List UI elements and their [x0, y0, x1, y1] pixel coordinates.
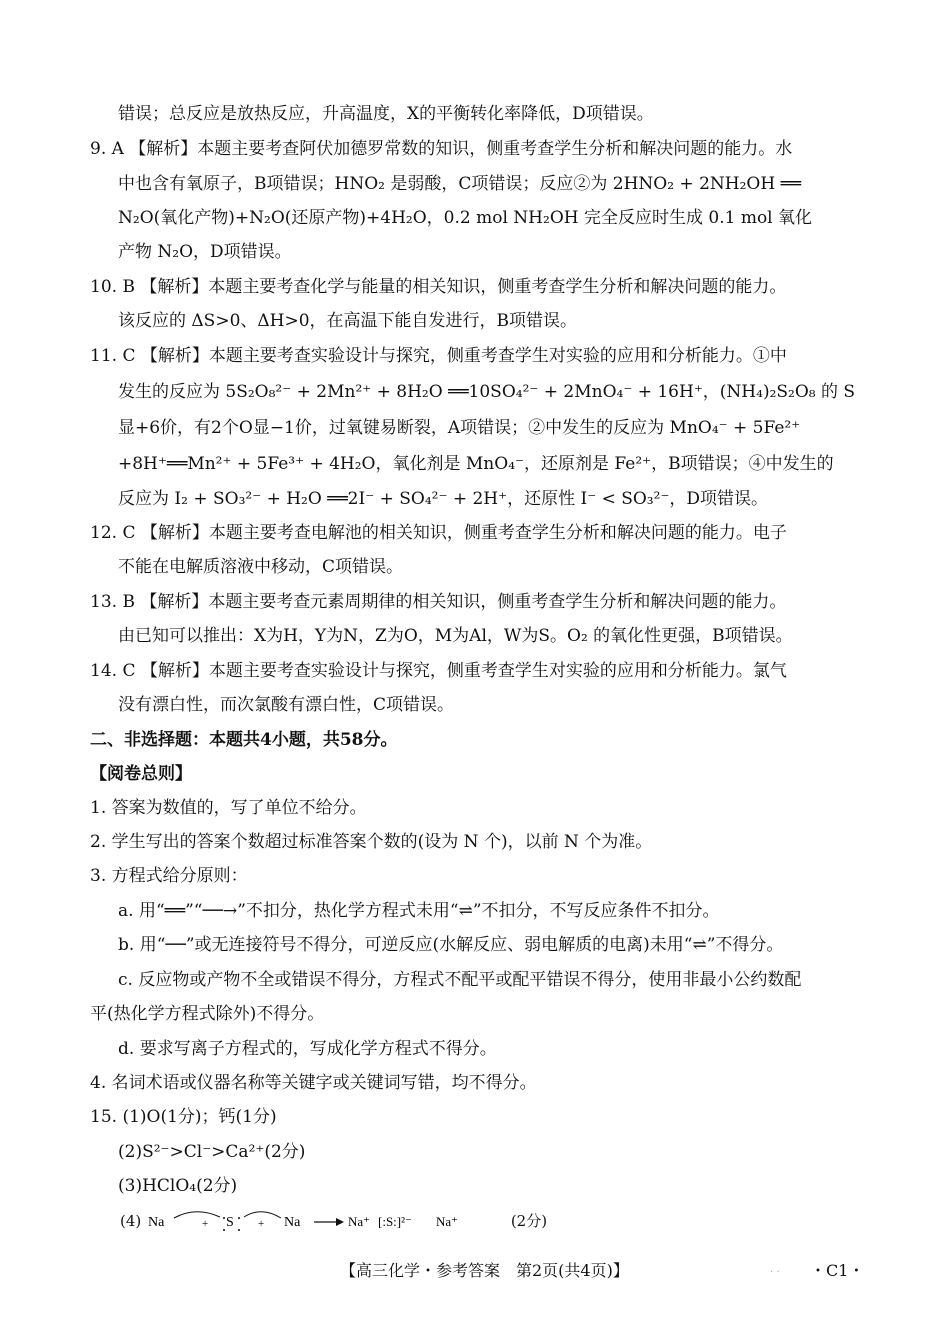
- text-line: N₂O(氧化产物)+N₂O(还原产物)+4H₂O，0.2 mol NH₂OH 完全反应时生成 0.1 mol 氧化: [118, 208, 813, 228]
- text-line: 2. 学生写出的答案个数超过标准答案个数的(设为 N 个)，以前 N 个为准。: [90, 832, 653, 852]
- footer-title: 【高三化学・参考答案 第2页(共4页)】: [340, 1261, 629, 1280]
- text-line: 3. 方程式给分原则：: [90, 866, 248, 886]
- footer-code: ・C1・: [810, 1261, 865, 1280]
- sulfide-ion: [:S:]²⁻: [378, 1214, 412, 1229]
- text-line: 发生的反应为 5S₂O₈²⁻ + 2Mn²⁺ + 8H₂O ══10SO₄²⁻ + 2MnO₄⁻ + 16H⁺，(NH₄)₂S₂O₈ 的 S: [118, 382, 856, 402]
- text-line: 平(热化学方程式除外)不得分。: [90, 1004, 325, 1024]
- electron-formation-equation: [120, 1208, 547, 1236]
- footer-dots: . .: [770, 1264, 780, 1275]
- equation-prefix: (4): [120, 1212, 142, 1230]
- equation-score: (2分): [510, 1212, 548, 1230]
- text-line: 中也含有氧原子，B项错误；HNO₂ 是弱酸，C项错误；反应②为 2HNO₂ + 2NH₂OH ══: [118, 174, 802, 194]
- na-atom-left: Na: [148, 1215, 165, 1230]
- product-na-left: Na⁺: [348, 1214, 371, 1229]
- text-line: 错误；总反应是放热反应，升高温度，X的平衡转化率降低，D项错误。: [118, 104, 654, 124]
- section-heading: 二、非选择题：本题共4小题，共58分。: [90, 730, 398, 750]
- text-line: 不能在电解质溶液中移动，C项错误。: [118, 557, 404, 577]
- text-line: (3)HClO₄(2分): [118, 1176, 238, 1196]
- text-line: 1. 答案为数值的，写了单位不给分。: [90, 798, 367, 818]
- text-line: 12. C 【解析】本题主要考查电解池的相关知识，侧重考查学生分析和解决问题的能力。电子: [90, 523, 787, 543]
- text-line: 产物 N₂O，D项错误。: [118, 242, 292, 262]
- text-line: 4. 名词术语或仪器名称等关键字或关键词写错，均不得分。: [90, 1073, 537, 1093]
- plus-sign: +: [202, 1218, 209, 1230]
- na-atom-right: Na: [284, 1215, 301, 1230]
- text-line: 14. C 【解析】本题主要考查实验设计与探究，侧重考查学生对实验的应用和分析能力。氯气: [90, 661, 787, 681]
- text-line: b. 用“──”或无连接符号不得分，可逆反应(水解反应、弱电解质的电离)未用“⇌”不得分。: [118, 935, 784, 955]
- text-line: a. 用“══”“──→”不扣分，热化学方程式未用“⇌”不扣分，不写反应条件不扣分。: [118, 901, 720, 921]
- text-line: (2)S²⁻>Cl⁻>Ca²⁺(2分): [118, 1142, 306, 1162]
- arrow-head: [336, 1218, 344, 1226]
- text-line: 15. (1)O(1分)；钙(1分): [90, 1107, 277, 1127]
- text-line: 10. B 【解析】本题主要考查化学与能量的相关知识，侧重考查学生分析和解决问题的能力。: [90, 277, 787, 297]
- text-line: 由已知可以推出：X为H，Y为N，Z为O，M为Al，W为S。O₂ 的氧化性更强，B项错误。: [118, 626, 793, 646]
- text-line: 9. A 【解析】本题主要考查阿伏加德罗常数的知识，侧重考查学生分析和解决问题的能力。水: [90, 139, 793, 159]
- text-line: c. 反应物或产物不全或错误不得分，方程式不配平或配平错误不得分，使用非最小公约数配: [118, 970, 802, 990]
- electron-arrow-left: [174, 1212, 220, 1218]
- text-line: +8H⁺══Mn²⁺ + 5Fe³⁺ + 4H₂O，氧化剂是 MnO₄⁻，还原剂是 Fe²⁺，B项错误；④中发生的: [118, 454, 834, 474]
- text-line: 没有漂白性，而次氯酸有漂白性，C项错误。: [118, 695, 455, 715]
- plus-sign: +: [258, 1218, 265, 1230]
- text-line: 该反应的 ΔS>0、ΔH>0，在高温下能自发进行，B项错误。: [118, 311, 578, 331]
- text-line: 显+6价，有2个O显−1价，过氧键易断裂，A项错误；②中发生的反应为 MnO₄⁻ + 5Fe²⁺: [118, 418, 801, 438]
- s-atom: S: [226, 1215, 234, 1230]
- text-line: d. 要求写离子方程式的，写成化学方程式不得分。: [118, 1039, 497, 1059]
- electron-transfer-diagram: [146, 1208, 506, 1236]
- product-na-right: Na⁺: [436, 1214, 459, 1229]
- section-heading: 【阅卷总则】: [90, 764, 192, 784]
- text-line: 13. B 【解析】本题主要考查元素周期律的相关知识，侧重考查学生分析和解决问题的能力。: [90, 592, 787, 612]
- text-line: 11. C 【解析】本题主要考查实验设计与探究，侧重考查学生对实验的应用和分析能力。①中: [90, 346, 787, 366]
- text-line: 反应为 I₂ + SO₃²⁻ + H₂O ══2I⁻ + SO₄²⁻ + 2H⁺，还原性 I⁻ < SO₃²⁻，D项错误。: [118, 489, 769, 509]
